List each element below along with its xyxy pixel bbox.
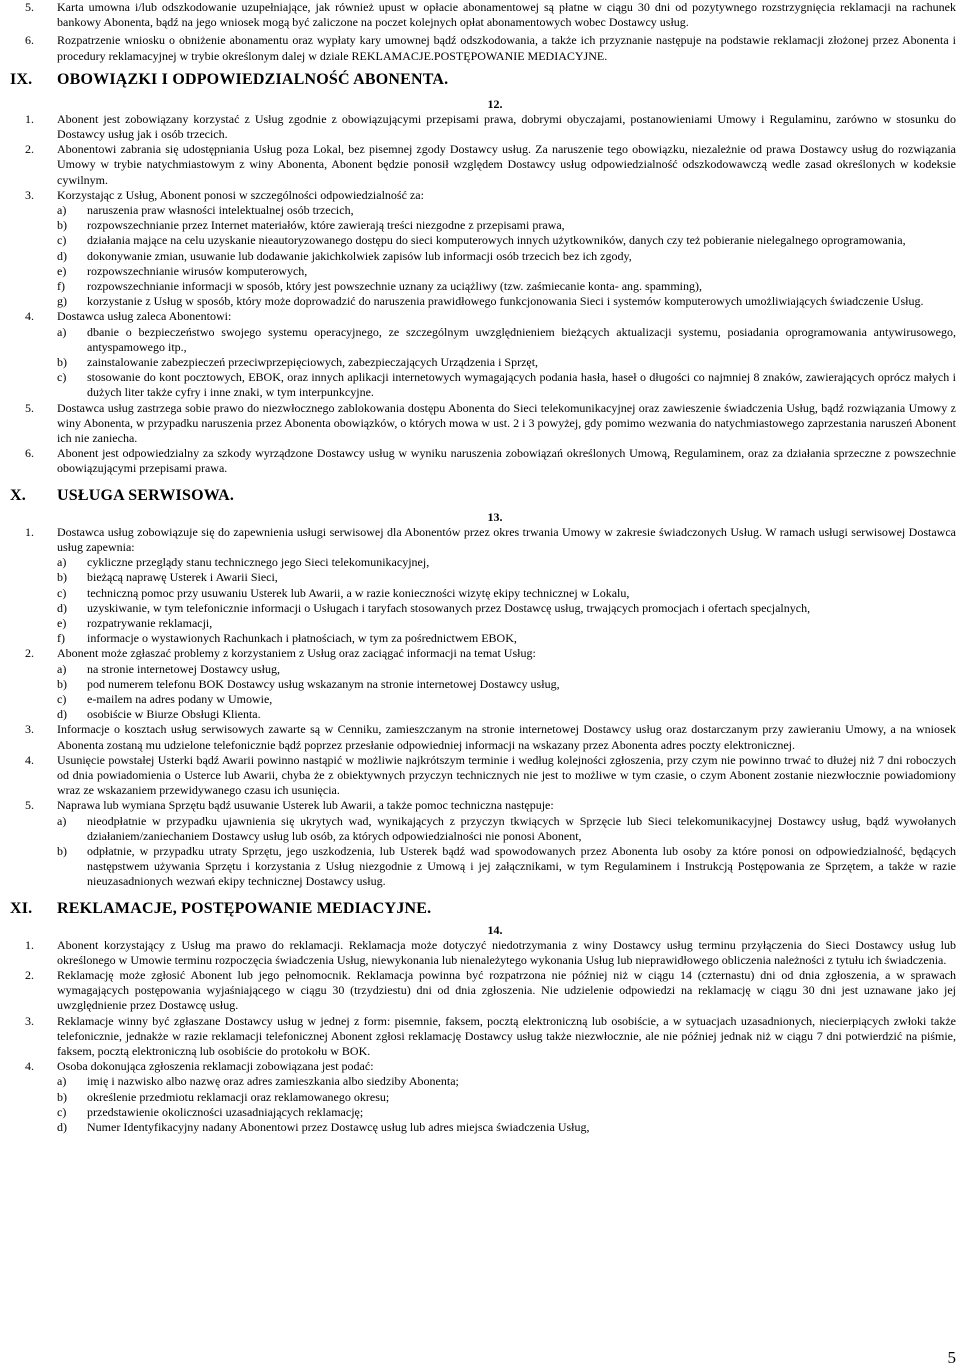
list-item: 4. Usunięcie powstałej Usterki bądź Awarii powinno nastąpić w możliwie najkrótszym terminie i według kolejności zgłoszenia, przy czym nie powinno trwać to dłużej niż 7 dni roboczych od dnia powiadomienia o Usterce lub Awarii, chyba że z obiektywnych przyczyn technicznych nie jest to możliwe w tym czasie, o czym Abonent zostanie niezwłocznie powiadomiony wraz ze wskazaniem przewidywanego czasu ich usunięcia. <box>25 752 956 798</box>
sub-list-item: g) korzystanie z Usług w sposób, który może doprowadzić do naruszenia prawidłowego funkcjonowania Sieci i systemów komputerowych umożliwiających świadczenie Usług. <box>57 294 924 309</box>
sub-list-item: d) Numer Identyfikacyjny nadany Abonentowi przez Dostawcę usług lub adres miejsca świadczenia Usług, <box>57 1120 590 1134</box>
sub-list-item: d) dokonywanie zmian, usuwanie lub dodawanie jakichkolwiek zapisów lub informacji osób trzecich bez ich zgody, <box>57 248 632 263</box>
list-item: 3. Informacje o kosztach usług serwisowych zawarte są w Cenniku, zamieszczanym na stronie internetowej Dostawcy usług oraz dostarczanym przy zawieraniu Umowy, a na wniosek Abonenta zostaną mu udzielone telefonicznie bądź poprzez przesłanie odpowiedniej informacji na wskazany przez Abonenta adres poczty elektronicznej. <box>25 722 956 752</box>
section-heading-x: X. USŁUGA SERWISOWA. <box>10 486 235 504</box>
list-item: 5. Dostawca usług zastrzega sobie prawo do niezwłocznego zablokowania dostępu Abonenta do Sieci telekomunikacyjnej oraz zawieszenie świadczenia Usług, bądź rozwiązania Umowy z winy Abonenta, w przypadku naruszenia przez Abonenta obowiązków, o których mowa w ust. 2 i 3 powyżej, gdy pomimo wezwania do natychmiastowego zaprzestania naruszeń Abonent ich nie zaniecha. <box>25 400 956 446</box>
list-item: 5. Naprawa lub wymiana Sprzętu bądź usuwanie Usterek lub Awarii, a także pomoc techniczna następuje: <box>25 798 554 813</box>
list-item: 3. Reklamacje winny być zgłaszane Dostawcy usług w jednej z form: pisemnie, faksem, pocztą elektroniczną lub osobiście, a w sytuacjach uzasadnionych, niecierpiących zwłoki także telefonicznie, jednakże w razie reklamacji telefonicznej Abonent zgłosi reklamację Dostawcy usług także niezwłocznie, ale nie później jednak niż w ciągu 7 dni potwierdzić na piśmie, faksem, pocztą elektroniczną lub osobiście do protokołu w BOK. <box>25 1013 956 1058</box>
sub-list-item: f) rozpowszechnianie informacji w sposób, który jest powszechnie uznany za uciążliwy (tzw. zaśmiecanie konta- ang. spamming), <box>57 279 703 294</box>
list-item: 6. Abonent jest odpowiedzialny za szkody wyrządzone Dostawcy usług w wyniku naruszenia zobowiązań określonych Umową, Regulaminem, oraz za działania sprzeczne z powszechnie obowiązującymi przepisami prawa. <box>25 446 956 476</box>
list-item: 3. Korzystając z Usług, Abonent ponosi w szczególności odpowiedzialność za: <box>25 187 424 202</box>
sub-list-item: b) odpłatnie, w przypadku utraty Sprzętu, jego uszkodzenia, lub Usterek bądź wad spowodowanych przez Abonenta lub osoby za które ponosi on odpowiedzialność, będących następstwem używania Sprzętu i korzystania z Usług niezgodnie z Umową i jej załącznikami, w tym Regulaminem i Instrukcją Postępowania ze Sprzętem, a także w razie nieuzasadnionych wezwań ekipy technicznej Dostawcy usług. <box>57 843 956 889</box>
list-item: 1. Abonent korzystający z Usług ma prawo do reklamacji. Reklamacja może dotyczyć niedotrzymania z winy Dostawcy usług terminu przyłączenia do Sieci Dostawcy usług lub określonego w Umowie terminu rozpoczęcia świadczenia Usług, niewykonania lub nienależytego wykonania Usług lub nieprawidłowego obliczenia należności z tytułu ich świadczenia. <box>25 937 956 967</box>
list-item: 6. Rozpatrzenie wniosku o obniżenie abonamentu oraz wypłaty kary umownej bądź odszkodowania, a także ich przyznanie następuje na podstawie reklamacji złożonej przez Abonenta i procedury reklamacyjnej w trybie określonym dalej w dziale REKLAMACJE.POSTĘPOWANIE MEDIACYJNE. <box>25 33 956 63</box>
list-item: 2. Reklamację może zgłosić Abonent lub jego pełnomocnik. Reklamacja powinna być rozpatrzona nie później niż w ciągu 14 (czternastu) dni od dnia zgłoszenia, a w sprawach wymagających postępowania wyjaśniającego w ciągu 30 (trzydziestu) dni od dnia zgłoszenia. Nie udzielenie odpowiedzi na reklamację w ciągu 30 dni jest uznawane jako jej uwzględnienie przez Dostawcę usług. <box>25 967 956 1013</box>
sub-list-item: e) rozpowszechnianie wirusów komputerowych, <box>57 263 308 278</box>
sub-list-item: a) dbanie o bezpieczeństwo swojego systemu operacyjnego, ze szczególnym uwzględnieniem bieżących aktualizacji systemu, posiadania oprogramowania antywirusowego, antyspamowego itp., <box>57 324 956 354</box>
sub-list-item: c) stosowanie do kont pocztowych, EBOK, oraz innych aplikacji internetowych wymagających podania hasła, haseł o długości co najmniej 8 znaków, zawierających oprócz małych i dużych liter także cyfry i inne znaki, w tym interpunkcyjne. <box>57 370 956 400</box>
paragraph-number: 14. <box>487 922 503 937</box>
paragraph-number: 13. <box>487 509 503 524</box>
list-item: 4. Osoba dokonująca zgłoszenia reklamacji zobowiązana jest podać: <box>25 1059 374 1074</box>
sub-list-item: a) nieodpłatnie w przypadku ujawnienia się ukrytych wad, wynikających z przyczyn tkwiących w Sprzęcie lub Sieci telekomunikacyjnej Dostawcy usług, bądź wywołanych działaniem/zaniechaniem Dostawcy usług lub osób, za których odpowiedzialności nie ponosi Abonent, <box>57 813 956 843</box>
sub-list-item: c) działania mające na celu uzyskanie nieautoryzowanego dostępu do sieci komputerowych innych użytkowników, danych czy też pobieranie nielegalnego oprogramowania, <box>57 233 906 248</box>
sub-list-item: b) pod numerem telefonu BOK Dostawcy usług wskazanym na stronie internetowej Dostawcy usług, <box>57 676 560 691</box>
sub-list-item: c) techniczną pomoc przy usuwaniu Usterek lub Awarii, a w razie konieczności wizytę ekipy technicznej w Lokalu, <box>57 585 630 600</box>
sub-list-item: e) rozpatrywanie reklamacji, <box>57 615 213 630</box>
sub-list-item: f) informacje o wystawionych Rachunkach i płatnościach, w tym za pośrednictwem EBOK, <box>57 631 517 646</box>
sub-list-item: a) cykliczne przeglądy stanu technicznego jego Sieci telekomunikacyjnej, <box>57 555 430 570</box>
sub-list-item: d) osobiście w Biurze Obsługi Klienta. <box>57 707 261 722</box>
section-heading-ix: IX. OBOWIĄZKI I ODPOWIEDZIALNOŚĆ ABONENTA. <box>10 70 449 88</box>
sub-list-item: a) na stronie internetowej Dostawcy usług, <box>57 661 280 676</box>
sub-list-item: a) naruszenia praw własności intelektualnej osób trzecich, <box>57 203 354 218</box>
sub-list-item: b) bieżącą naprawę Usterek i Awarii Sieci, <box>57 570 278 585</box>
list-item: 5. Karta umowna i/lub odszkodowanie uzupełniające, jak również upust w opłacie abonamentowej są płatne w ciągu 30 dni od pozytywnego rozstrzygnięcia reklamacji na rachunek bankowy Abonenta, bądź na jego wniosek mogą być zaliczone na poczet kolejnych opłat abonamentowych wobec Dostawcy usług. <box>25 0 956 30</box>
sub-list-item: b) zainstalowanie zabezpieczeń przeciwprzepięciowych, zabezpieczających Urządzenia i Sprzęt, <box>57 355 539 370</box>
page-number: 5 <box>947 1348 956 1367</box>
sub-list-item: d) uzyskiwanie, w tym telefonicznie informacji o Usługach i taryfach stosowanych przez Dostawcę usług, trwających promocjach i ofertach specjalnych, <box>57 600 811 615</box>
list-item: 4. Dostawca usług zaleca Abonentowi: <box>25 309 232 324</box>
sub-list-item: c) e-mailem na adres podany w Umowie, <box>57 691 273 706</box>
sub-list-item: a) imię i nazwisko albo nazwę oraz adres zamieszkania albo siedziby Abonenta; <box>57 1074 459 1089</box>
sub-list-item: b) określenie przedmiotu reklamacji oraz reklamowanego okresu; <box>57 1089 390 1104</box>
list-item: 1. Dostawca usług zobowiązuje się do zapewnienia usługi serwisowej dla Abonentów przez okres trwania Umowy w zakresie świadczonych Usług. W ramach usługi serwisowej Dostawca usług zapewnia: <box>25 524 956 554</box>
sub-list-item: b) rozpowszechnianie przez Internet materiałów, które zawierają treści niezgodne z przepisami prawa, <box>57 218 565 233</box>
list-item: 1. Abonent jest zobowiązany korzystać z Usług zgodnie z obowiązującymi przepisami prawa, dobrymi obyczajami, postanowieniami Umowy i Regulaminu, zarówno w stosunku do Dostawcy usług jak i osób trzecich. <box>25 111 956 142</box>
list-item: 2. Abonentowi zabrania się udostępniania Usług poza Lokal, bez pisemnej zgody Dostawcy usług. Za naruszenie tego obowiązku, niezależnie od prawa Dostawcy usług do rozwiązania Umowy w trybie natychmiastowym z winy Abonenta, Abonent będzie ponosił względem Dostawcy usług odpowiedzialność odszkodowawczą wedle zasad określonych w kodeksie cywilnym. <box>25 142 956 187</box>
list-item: 2. Abonent może zgłaszać problemy z korzystaniem z Usług oraz zaciągać informacji na temat Usług: <box>25 646 536 661</box>
sub-list-item: c) przedstawienie okoliczności uzasadniających reklamację; <box>57 1104 364 1119</box>
section-heading-xi: XI. REKLAMACJE, POSTĘPOWANIE MEDIACYJNE. <box>10 899 432 917</box>
paragraph-number: 12. <box>487 96 503 111</box>
